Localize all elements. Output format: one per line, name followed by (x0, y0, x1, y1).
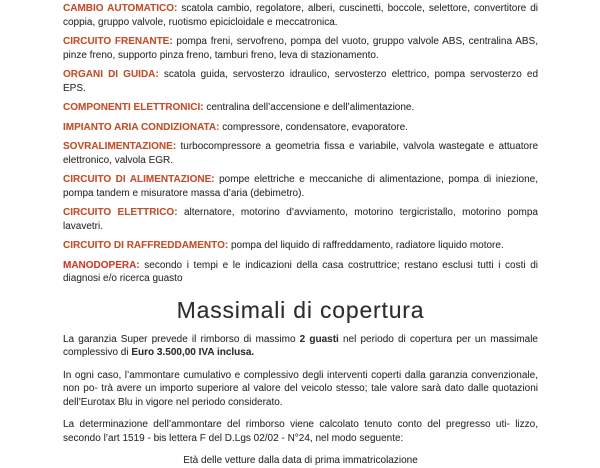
coverage-item-label: CIRCUITO ELETTRICO: (63, 207, 178, 218)
bold-massimale-amount: Euro 3.500,00 IVA inclusa. (131, 347, 255, 358)
coverage-item-label: ORGANI DI GUIDA: (63, 69, 159, 80)
coverage-item-organi-di-guida (63, 68, 538, 95)
coverage-item-text: scatola cambio, regolatore, alberi, cuscinetti, boccole, selettore, convertitore di coppia, gruppo valvole, ruotismo epicicloidale e meccatronica. (63, 3, 539, 28)
coverage-item-label: IMPIANTO ARIA CONDIZIONATA: (63, 121, 220, 133)
coverage-item-text: pompa del liquido di raffreddamento, radiatore liquido motore. (230, 240, 504, 251)
coverage-item-text: alternatore, motorino d’avviamento, motorino tergicristallo, motorino pompa lavavetri. (63, 207, 538, 232)
coverage-item-label: CAMBIO AUTOMATICO: (63, 3, 178, 14)
coverage-item-label: MANODOPERA: (63, 259, 140, 271)
page-title: Massimali di copertura (176, 296, 425, 323)
coverage-item-text: pompa freni, servofreno, pompa del vuoto, gruppo valvole ABS, centralina ABS, pinze freno, supporto pinza freno, tamburi freno, leva di stazionamento. (63, 36, 538, 61)
coverage-item-cambio-automatico (63, 2, 538, 29)
coverage-item-text: turbocompressore a geometria fissa e variabile, valvola wastegate e attuatore elettronico, valvola EGR. (63, 141, 539, 166)
coverage-item-impianto-aria (63, 121, 538, 135)
massimali-paragraph-garanzia-super (63, 333, 538, 360)
coverage-item-text: compressore, condensatore, evaporatore. (222, 121, 408, 133)
coverage-item-text: scatola guida, servosterzo idraulico, servosterzo elettrico, pompa servosterzo ed EPS. (63, 69, 539, 94)
bold-guasti-count: 2 guasti (299, 333, 339, 345)
paragraph-text: nel periodo di copertura per un massimale complessivo di (63, 333, 538, 358)
coverage-item-label: CIRCUITO FRENANTE: (63, 36, 173, 47)
coverage-item-text: secondo i tempi e le indicazioni della casa costruttrice; restano esclusi tutti i costi di diagnosi e/o ricerca guasto (63, 259, 538, 284)
coverage-item-text: centralina dell’accensione e dell’alimentazione. (206, 102, 415, 113)
coverage-item-label: CIRCUITO DI ALIMENTAZIONE: (63, 174, 215, 185)
coverage-item-label: SOVRALIMENTAZIONE: (63, 141, 177, 152)
coverage-item-circuito-alimentazione (63, 173, 538, 200)
massimali-paragraph-ammontare: In ogni caso, l’ammontare cumulativo e complessivo degli interventi coperti dalla garanzia convenzionale, non po- trà avere un importo superiore al valore del veicolo stesso; tale valore sarà dato dalle quotazioni dell’Eurotax Blu in vigore nel periodo considerato. (63, 369, 538, 408)
coverage-item-componenti-elettronici (63, 101, 538, 115)
coverage-item-label: COMPONENTI ELETTRONICI: (63, 102, 204, 113)
coverage-item-label: CIRCUITO DI RAFFREDDAMENTO: (63, 240, 229, 251)
coverage-item-circuito-frenante (63, 35, 538, 62)
massimali-paragraph-determinazione: La determinazione dell’ammontare del rimborso viene calcolato tenuto conto del pregresso uti- lizzo, secondo l’art 1519 - bis lettera F del D.Lgs 02/02 - N°24, nel modo seguente: (63, 419, 538, 444)
coverage-item-sovralimentazione (63, 140, 538, 167)
paragraph-text: La garanzia Super prevede il rimborso di massimo (63, 333, 300, 345)
coverage-item-circuito-raffreddamento (63, 239, 538, 253)
vehicle-age-line: Età delle vetture dalla data di prima immatricolazione (183, 455, 418, 466)
coverage-item-text: pompe elettriche e meccaniche di alimentazione, pompa di iniezione, pompa tandem e misuratore massa d’aria (debimetro). (63, 174, 538, 199)
coverage-item-circuito-elettrico (63, 206, 538, 233)
coverage-item-manodopera (63, 259, 538, 286)
